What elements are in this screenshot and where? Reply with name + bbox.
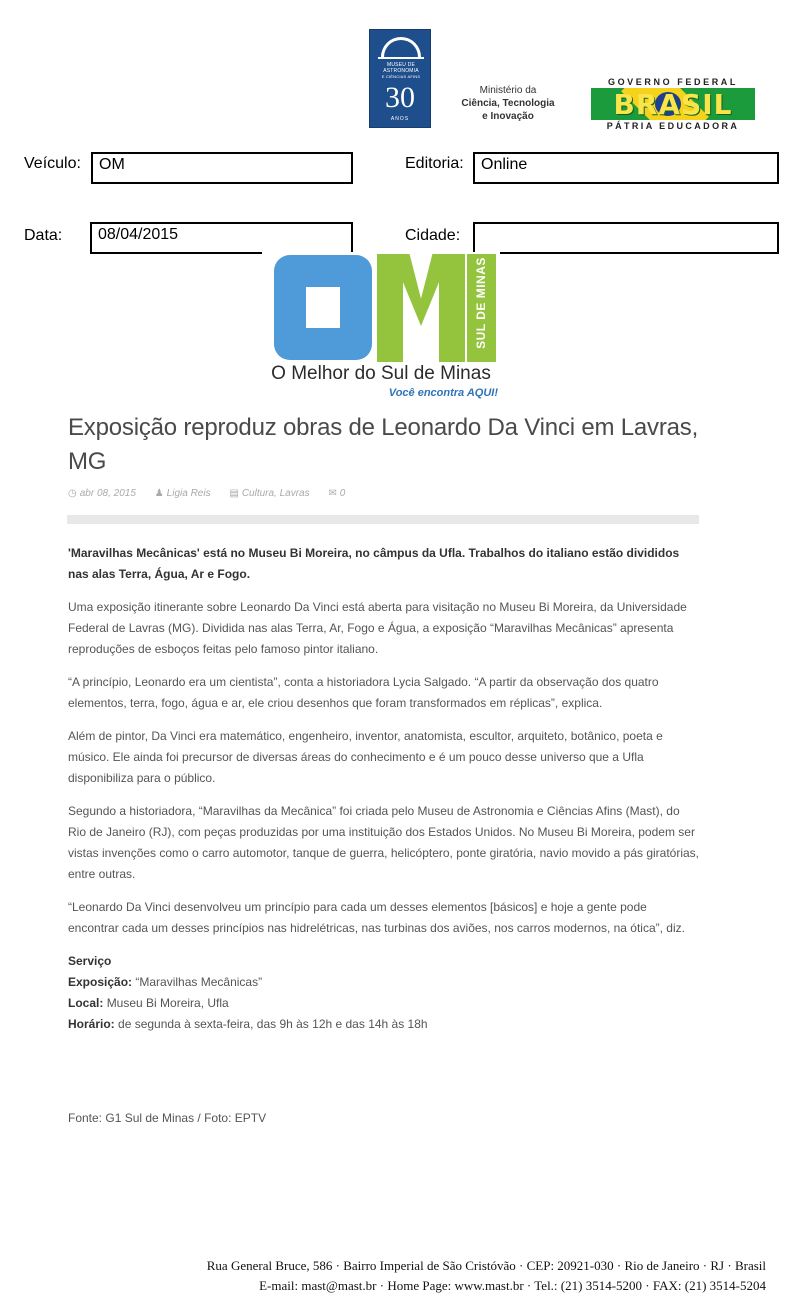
- editoria-field: Online: [473, 152, 779, 184]
- mast-logo-line2: ASTRONOMIA: [383, 68, 419, 74]
- om-side-text: SUL DE MINAS: [474, 257, 488, 349]
- meta-comments[interactable]: ✉ 0: [328, 488, 346, 499]
- om-logo-name: O Melhor do Sul de Minas: [271, 363, 491, 384]
- article-divider: [67, 515, 699, 524]
- service-box: [68, 951, 700, 1035]
- data-field: 08/04/2015: [90, 222, 353, 254]
- article-paragraph: Segundo a historiadora, “Maravilhas da Mecânica” foi criada pelo Museu de Astronomia e Ciências Afins (Mast), do Rio de Janeiro (RJ), com peças produzidas por uma instituição dos Estados Unidos. No Museu Bi Moreira, podem ser vistas invenções como o carro automotor, tanque de guerra, helicóptero, ponte giratória, navio movido a pás giratórias, entre outras.: [68, 804, 700, 881]
- ministerio-line2: Ciência, Tecnologia: [461, 98, 555, 109]
- mast-logo-years: ANOS: [390, 116, 410, 122]
- meta-author[interactable]: ♟ Ligia Reis: [154, 488, 211, 499]
- gov-top-text: GOVERNO FEDERAL: [607, 77, 738, 87]
- data-label: Data:: [24, 227, 63, 244]
- article-meta: [68, 488, 361, 499]
- om-letter-o: [274, 255, 372, 360]
- service-exposicao: Exposição: “Maravilhas Mecânicas”: [68, 975, 263, 989]
- logo-divider: [378, 57, 424, 59]
- clock-icon: ◷: [68, 488, 77, 499]
- cidade-label: Cidade:: [405, 227, 461, 244]
- article-paragraph: Uma exposição itinerante sobre Leonardo Da Vinci está aberta para visitação no Museu Bi Moreira, da Universidade Federal de Lavras (MG). Dividida nas alas Terra, Ar, Fogo e Água, a exposição “Maravilhas Mecânicas” apresenta reproduções de esboços feitas pelo famoso pintor italiano.: [68, 600, 687, 656]
- meta-category[interactable]: ▤ Cultura, Lavras: [229, 488, 310, 499]
- gov-brasil-word: BRASIL: [613, 88, 733, 120]
- ministerio-line3: e Inovação: [482, 111, 534, 122]
- article-title: Exposição reproduz obras de Leonardo Da Vinci em Lavras, MG: [68, 414, 699, 475]
- article-paragraph: “Leonardo Da Vinci desenvolveu um princípio para cada um desses elementos [básicos] e hoje a gente pode encontrar cada um desses princípios nas hidrelétricas, nas turbinas dos aviões, nos carros modernos, na ótica”, diz.: [68, 900, 685, 935]
- veiculo-label: Veículo:: [24, 155, 81, 172]
- governo-federal-logo: [588, 77, 758, 133]
- veiculo-field: OM: [91, 152, 353, 184]
- mast-logo-line1: MUSEU DE: [387, 62, 415, 68]
- ministerio-logo: [446, 84, 570, 123]
- service-horario: Horário: de segunda à sexta-feira, das 9h às 12h e das 14h às 18h: [68, 1017, 428, 1031]
- observatory-dome-icon: [381, 37, 421, 57]
- footer-line2: E-mail: mast@mast.br · Home Page: www.mast.br · Tel.: (21) 3514-5200 · FAX: (21) 3514-5204: [259, 1278, 766, 1293]
- user-icon: ♟: [154, 488, 164, 499]
- folder-icon: ▤: [229, 488, 239, 499]
- om-side-band: [467, 254, 496, 362]
- om-letter-m: [377, 254, 465, 362]
- meta-date: ◷ abr 08, 2015: [68, 488, 136, 499]
- article-body: [68, 543, 700, 1035]
- service-heading: Serviço: [68, 954, 112, 968]
- cidade-field: [473, 222, 779, 254]
- mast-logo-number: 30: [385, 81, 415, 114]
- ministerio-line1: Ministério da: [479, 85, 537, 96]
- om-logo-tagline: Você encontra AQUI!: [388, 387, 498, 399]
- gov-bottom-text: PÁTRIA EDUCADORA: [606, 121, 740, 131]
- comment-icon: ✉: [328, 488, 337, 499]
- footer-line1: Rua General Bruce, 586 · Bairro Imperial de São Cristóvão · CEP: 20921-030 · Rio de Janeiro · RJ · Brasil: [206, 1258, 766, 1273]
- service-local: Local: Museu Bi Moreira, Ufla: [68, 996, 229, 1010]
- om-sul-de-minas-logo: [262, 252, 500, 407]
- article-source: Fonte: G1 Sul de Minas / Foto: EPTV: [68, 1111, 267, 1125]
- article-paragraph: Além de pintor, Da Vinci era matemático, engenheiro, inventor, anatomista, escultor, arquiteto, botânico, poeta e músico. Ele ainda foi precursor de diversas áreas do conhecimento e é um pouco desse universo que a Ufla disponibiliza para o público.: [68, 729, 663, 785]
- mast-logo-line3: E CIÊNCIAS AFINS: [381, 74, 421, 79]
- article-paragraph: “A princípio, Leonardo era um cientista”, conta a historiadora Lycia Salgado. “A partir da observação dos quatro elementos, terra, fogo, água e ar, ele criou desenhos que foram transformados em réplicas”, explica.: [68, 675, 659, 710]
- editoria-label: Editoria:: [405, 155, 464, 172]
- brasil-flag-icon: [591, 88, 755, 120]
- mast-30-anos-logo: [369, 29, 431, 128]
- article-lead: 'Maravilhas Mecânicas' está no Museu Bi Moreira, no câmpus da Ufla. Trabalhos do italiano estão divididos nas alas Terra, Água, Ar e Fogo.: [68, 546, 680, 581]
- footer-address: [66, 1256, 766, 1296]
